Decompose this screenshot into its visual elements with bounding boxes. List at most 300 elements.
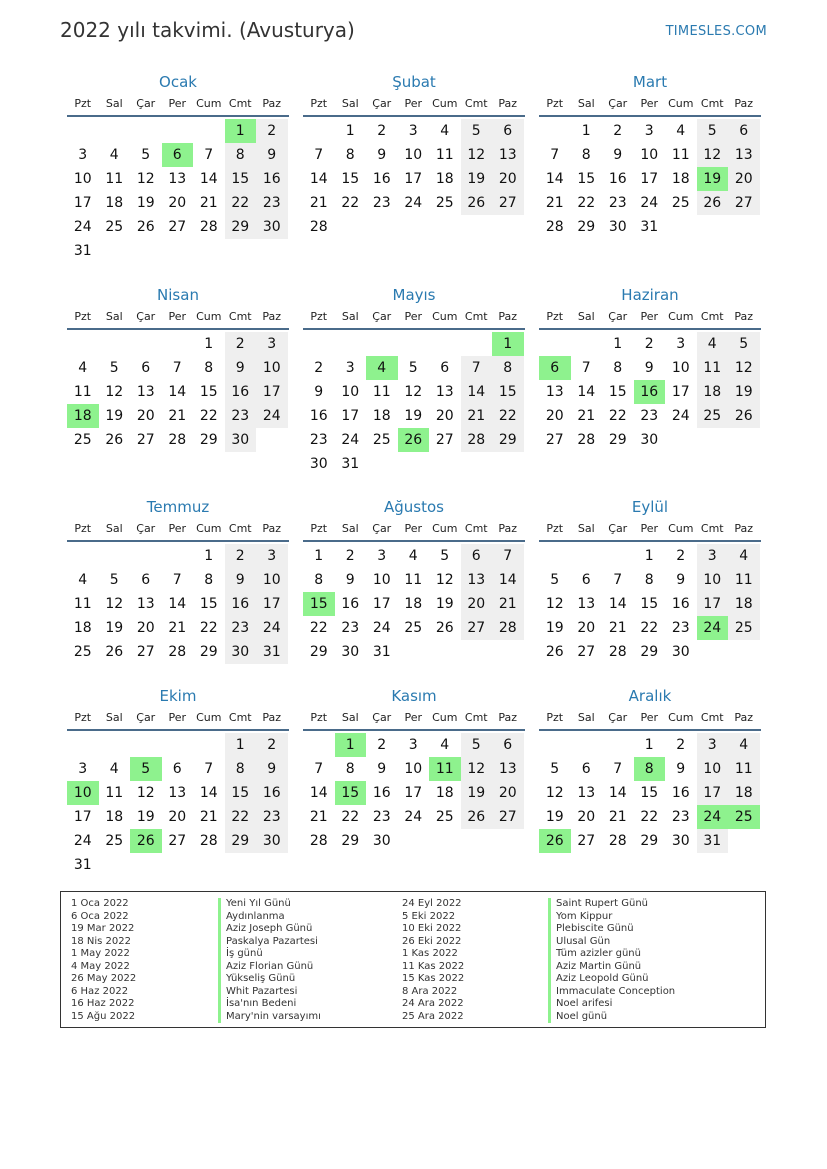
month-9 <box>539 497 761 664</box>
holiday-day-cell: 5 <box>130 757 162 781</box>
holiday-day-cell: 8 <box>634 757 666 781</box>
week-row <box>67 191 289 215</box>
weekend-day-cell: 6 <box>461 544 493 568</box>
legend-date: 1 Kas 2022 <box>402 948 458 959</box>
week-row <box>67 592 289 616</box>
weekday-label: Cmt <box>464 522 488 535</box>
day-cell: 18 <box>404 596 423 612</box>
holiday-legend <box>60 891 766 1028</box>
month-name: Ağustos <box>384 498 444 516</box>
weekday-header <box>303 709 525 726</box>
legend-date: 8 Ara 2022 <box>402 985 458 997</box>
weekday-label: Per <box>168 711 187 724</box>
day-cell: 3 <box>408 737 418 753</box>
holiday-day-cell: 18 <box>67 404 99 428</box>
day-cell: 23 <box>671 620 690 636</box>
weekend-day-cell: 9 <box>225 568 257 592</box>
holiday-day-cell: 11 <box>429 757 461 781</box>
day-cell: 26 <box>545 644 564 660</box>
weekend-day-cell: 10 <box>256 568 288 592</box>
week-row <box>67 356 289 380</box>
day-cell: 8 <box>204 360 214 376</box>
weekday-header <box>303 308 525 325</box>
weekday-label: Per <box>640 711 659 724</box>
day-cell: 1 <box>204 548 214 564</box>
weekday-header <box>539 520 761 537</box>
legend-date: 16 Haz 2022 <box>71 998 135 1009</box>
weekend-day-cell: 18 <box>728 781 760 805</box>
empty-cell <box>130 119 162 143</box>
weekday-label: Cum <box>196 310 222 323</box>
day-cell: 23 <box>671 809 690 825</box>
day-cell: 14 <box>199 171 218 187</box>
day-cell: 27 <box>435 432 454 448</box>
holiday-day-cell: 26 <box>539 829 571 853</box>
weekend-day-cell: 13 <box>728 143 760 167</box>
legend-dates-column-2 <box>402 898 464 1023</box>
week-row <box>67 215 289 239</box>
day-cell: 20 <box>545 408 564 424</box>
day-cell: 24 <box>404 195 423 211</box>
day-cell: 22 <box>577 195 596 211</box>
legend-date: 1 Oca 2022 <box>71 898 129 909</box>
day-cell: 29 <box>608 432 627 448</box>
weekend-day-cell: 20 <box>492 167 524 191</box>
day-cell: 7 <box>314 761 324 777</box>
day-cell: 25 <box>105 833 124 849</box>
weekend-day-cell: 12 <box>461 757 493 781</box>
week-row <box>303 380 525 404</box>
legend-holiday-name: Ulusal Gün <box>548 936 675 949</box>
legend-date: 1 May 2022 <box>71 948 130 959</box>
day-cell: 8 <box>345 761 355 777</box>
legend-holiday-name: Yeni Yıl Günü <box>218 898 321 911</box>
empty-cell <box>366 332 398 356</box>
weekend-day-cell: 26 <box>728 404 760 428</box>
day-cell: 19 <box>435 596 454 612</box>
empty-cell <box>398 215 430 239</box>
weekday-label: Pzt <box>310 310 328 323</box>
week-row <box>539 119 761 143</box>
week-row <box>303 119 525 143</box>
day-cell: 8 <box>314 572 324 588</box>
legend-holiday-name: Aydınlanma <box>218 911 321 924</box>
legend-holiday-name: Saint Rupert Günü <box>548 898 675 911</box>
day-cell: 5 <box>440 548 450 564</box>
day-cell: 13 <box>545 384 564 400</box>
empty-cell <box>256 239 288 263</box>
day-cell: 20 <box>136 408 155 424</box>
week-row <box>539 167 761 191</box>
day-cell: 22 <box>309 620 328 636</box>
day-cell: 28 <box>309 219 328 235</box>
day-cell: 8 <box>581 147 591 163</box>
day-cell: 18 <box>671 171 690 187</box>
day-cell: 3 <box>644 123 654 139</box>
weekend-day-cell: 3 <box>256 544 288 568</box>
empty-cell <box>461 452 493 476</box>
empty-cell <box>303 119 335 143</box>
day-cell: 5 <box>550 572 560 588</box>
day-cell: 17 <box>640 171 659 187</box>
day-cell: 25 <box>73 432 92 448</box>
header-divider <box>67 729 289 731</box>
holiday-day-cell: 1 <box>492 332 524 356</box>
day-cell: 28 <box>168 644 187 660</box>
weekday-label: Sal <box>341 522 359 535</box>
weekday-label: Per <box>404 97 423 110</box>
day-cell: 10 <box>341 384 360 400</box>
day-cell: 4 <box>78 572 88 588</box>
week-row <box>539 143 761 167</box>
day-cell: 6 <box>172 761 182 777</box>
weekday-label: Cmt <box>464 97 488 110</box>
day-cell: 17 <box>73 195 92 211</box>
weekend-day-cell: 25 <box>697 404 729 428</box>
empty-cell <box>429 332 461 356</box>
empty-cell <box>697 215 729 239</box>
day-cell: 21 <box>199 195 218 211</box>
holiday-day-cell: 15 <box>335 781 367 805</box>
header-divider <box>539 729 761 731</box>
day-cell: 19 <box>136 809 155 825</box>
weekend-day-cell: 24 <box>256 616 288 640</box>
day-cell: 28 <box>199 219 218 235</box>
weekend-day-cell: 13 <box>492 757 524 781</box>
weekend-day-cell: 16 <box>256 167 288 191</box>
day-cell: 5 <box>408 360 418 376</box>
day-cell: 21 <box>309 195 328 211</box>
weekend-day-cell: 15 <box>225 167 257 191</box>
weekday-label: Per <box>168 522 187 535</box>
day-cell: 13 <box>577 785 596 801</box>
weekend-day-cell: 8 <box>225 143 257 167</box>
weekend-day-cell: 25 <box>728 616 760 640</box>
week-row <box>539 640 761 664</box>
weekday-label: Pzt <box>310 522 328 535</box>
empty-cell <box>429 215 461 239</box>
week-row <box>539 380 761 404</box>
weekend-day-cell: 14 <box>492 568 524 592</box>
week-row <box>303 452 525 476</box>
day-cell: 30 <box>309 456 328 472</box>
weekend-day-cell: 27 <box>461 616 493 640</box>
week-row <box>303 191 525 215</box>
weekend-day-cell: 23 <box>256 191 288 215</box>
month-3 <box>539 72 761 239</box>
day-cell: 18 <box>435 171 454 187</box>
holiday-day-cell: 15 <box>303 592 335 616</box>
weekend-day-cell: 30 <box>256 829 288 853</box>
weekday-header <box>67 95 289 112</box>
weekday-label: Çar <box>372 97 392 110</box>
day-cell: 15 <box>577 171 596 187</box>
week-row <box>539 757 761 781</box>
legend-date: 11 Kas 2022 <box>402 960 465 972</box>
day-cell: 29 <box>341 833 360 849</box>
weekday-label: Cum <box>668 310 694 323</box>
week-row <box>67 757 289 781</box>
empty-cell <box>335 332 367 356</box>
day-cell: 17 <box>372 596 391 612</box>
day-cell: 15 <box>199 384 218 400</box>
weekday-label: Per <box>404 711 423 724</box>
day-cell: 30 <box>341 644 360 660</box>
weekday-label: Pzt <box>546 310 564 323</box>
day-cell: 2 <box>377 123 387 139</box>
weekend-day-cell: 31 <box>697 829 729 853</box>
weekend-day-cell: 12 <box>461 143 493 167</box>
weekend-day-cell: 10 <box>697 568 729 592</box>
weekday-label: Çar <box>136 711 156 724</box>
weekend-day-cell: 9 <box>256 757 288 781</box>
week-row <box>539 805 761 829</box>
weekday-label: Cum <box>196 97 222 110</box>
day-cell: 19 <box>545 809 564 825</box>
header-divider <box>539 115 761 117</box>
day-cell: 15 <box>608 384 627 400</box>
day-cell: 24 <box>73 833 92 849</box>
weekday-label: Paz <box>734 711 754 724</box>
week-row <box>539 215 761 239</box>
day-cell: 9 <box>644 360 654 376</box>
weekend-day-cell: 9 <box>256 143 288 167</box>
weekday-header <box>67 308 289 325</box>
weekend-day-cell: 16 <box>225 380 257 404</box>
day-cell: 17 <box>73 809 92 825</box>
empty-cell <box>461 332 493 356</box>
legend-date: 26 Eki 2022 <box>402 935 462 947</box>
empty-cell <box>728 640 760 664</box>
header-divider <box>303 115 525 117</box>
empty-cell <box>67 544 99 568</box>
legend-holiday-name: İş günü <box>218 948 321 961</box>
weekend-day-cell: 26 <box>461 191 493 215</box>
day-cell: 25 <box>435 809 454 825</box>
weekend-day-cell: 26 <box>697 191 729 215</box>
holiday-day-cell: 26 <box>398 428 430 452</box>
weekday-label: Sal <box>341 711 359 724</box>
day-cell: 22 <box>640 620 659 636</box>
day-cell: 3 <box>377 548 387 564</box>
legend-holiday-name: Noel arifesi <box>548 998 675 1011</box>
weekend-day-cell: 29 <box>225 829 257 853</box>
empty-cell <box>193 119 225 143</box>
empty-cell <box>461 829 493 853</box>
weekday-header <box>303 95 525 112</box>
weekday-label: Çar <box>136 522 156 535</box>
day-cell: 5 <box>109 572 119 588</box>
day-cell: 11 <box>73 384 92 400</box>
day-cell: 10 <box>73 171 92 187</box>
weekend-day-cell: 9 <box>225 356 257 380</box>
weekday-header <box>539 709 761 726</box>
weekday-label: Çar <box>608 522 628 535</box>
empty-cell <box>67 733 99 757</box>
empty-cell <box>162 544 194 568</box>
day-cell: 10 <box>671 360 690 376</box>
day-cell: 21 <box>577 408 596 424</box>
weekday-label: Cmt <box>700 711 724 724</box>
day-cell: 7 <box>613 761 623 777</box>
weekend-day-cell: 19 <box>728 380 760 404</box>
day-cell: 13 <box>168 785 187 801</box>
day-cell: 20 <box>577 620 596 636</box>
weekend-day-cell: 4 <box>728 544 760 568</box>
day-cell: 2 <box>644 336 654 352</box>
legend-holiday-name: Noel günü <box>548 1011 675 1024</box>
day-cell: 7 <box>204 147 214 163</box>
week-row <box>303 544 525 568</box>
day-cell: 16 <box>671 596 690 612</box>
day-cell: 3 <box>408 123 418 139</box>
day-cell: 31 <box>640 219 659 235</box>
day-cell: 29 <box>199 432 218 448</box>
empty-cell <box>461 640 493 664</box>
empty-cell <box>429 640 461 664</box>
weekend-day-cell: 16 <box>256 781 288 805</box>
day-cell: 14 <box>199 785 218 801</box>
week-row <box>539 428 761 452</box>
week-row <box>67 380 289 404</box>
empty-cell <box>193 853 225 877</box>
day-cell: 29 <box>309 644 328 660</box>
weekend-day-cell: 1 <box>225 733 257 757</box>
day-cell: 6 <box>440 360 450 376</box>
header-divider <box>303 328 525 330</box>
day-cell: 13 <box>136 384 155 400</box>
header-divider <box>67 540 289 542</box>
weekend-day-cell: 10 <box>697 757 729 781</box>
empty-cell <box>67 332 99 356</box>
weekend-day-cell: 12 <box>697 143 729 167</box>
weekday-label: Per <box>168 97 187 110</box>
day-cell: 15 <box>341 171 360 187</box>
day-cell: 24 <box>640 195 659 211</box>
legend-date: 5 Eki 2022 <box>402 910 456 922</box>
day-cell: 16 <box>671 785 690 801</box>
day-cell: 24 <box>372 620 391 636</box>
empty-cell <box>429 829 461 853</box>
weekday-header <box>539 95 761 112</box>
month-name: Aralık <box>628 687 672 705</box>
day-cell: 8 <box>644 572 654 588</box>
empty-cell <box>162 119 194 143</box>
holiday-day-cell: 10 <box>67 781 99 805</box>
weekday-header <box>303 520 525 537</box>
weekend-day-cell: 11 <box>728 757 760 781</box>
holiday-day-cell: 16 <box>634 380 666 404</box>
week-row <box>67 239 289 263</box>
legend-date: 15 Kas 2022 <box>402 973 465 984</box>
week-row <box>67 616 289 640</box>
empty-cell <box>99 733 131 757</box>
day-cell: 17 <box>341 408 360 424</box>
day-cell: 29 <box>640 644 659 660</box>
week-row <box>303 428 525 452</box>
day-cell: 20 <box>136 620 155 636</box>
weekend-day-cell: 2 <box>256 733 288 757</box>
weekend-day-cell: 2 <box>256 119 288 143</box>
day-cell: 31 <box>341 456 360 472</box>
empty-cell <box>492 215 524 239</box>
day-cell: 11 <box>105 171 124 187</box>
day-cell: 7 <box>172 360 182 376</box>
weekday-label: Paz <box>498 97 518 110</box>
day-cell: 28 <box>545 219 564 235</box>
month-11 <box>303 686 525 853</box>
week-row <box>67 733 289 757</box>
weekday-label: Sal <box>105 711 123 724</box>
empty-cell <box>67 119 99 143</box>
empty-cell <box>225 239 257 263</box>
header-divider <box>539 540 761 542</box>
day-cell: 13 <box>577 596 596 612</box>
day-cell: 27 <box>136 644 155 660</box>
empty-cell <box>99 239 131 263</box>
week-row <box>67 544 289 568</box>
weekend-day-cell: 24 <box>256 404 288 428</box>
day-cell: 28 <box>199 833 218 849</box>
day-cell: 25 <box>372 432 391 448</box>
holiday-day-cell: 6 <box>539 356 571 380</box>
week-row <box>67 853 289 877</box>
day-cell: 11 <box>73 596 92 612</box>
legend-names-column-2 <box>548 898 675 1023</box>
weekend-day-cell: 30 <box>225 428 257 452</box>
weekday-label: Cmt <box>700 97 724 110</box>
week-row <box>67 829 289 853</box>
day-cell: 23 <box>372 195 391 211</box>
day-cell: 25 <box>671 195 690 211</box>
day-cell: 19 <box>404 408 423 424</box>
brand-link[interactable]: TIMESLES.COM <box>665 24 767 39</box>
day-cell: 4 <box>109 761 119 777</box>
week-row <box>303 733 525 757</box>
weekday-label: Cum <box>432 522 458 535</box>
day-cell: 28 <box>577 432 596 448</box>
legend-holiday-name: Immaculate Conception <box>548 986 675 999</box>
day-cell: 12 <box>404 384 423 400</box>
day-cell: 28 <box>608 833 627 849</box>
weekend-day-cell: 14 <box>461 380 493 404</box>
weekend-day-cell: 23 <box>225 404 257 428</box>
day-cell: 3 <box>676 336 686 352</box>
day-cell: 15 <box>640 596 659 612</box>
day-cell: 27 <box>577 644 596 660</box>
month-10 <box>67 686 289 877</box>
empty-cell <box>256 853 288 877</box>
holiday-day-cell: 6 <box>162 143 194 167</box>
weekday-label: Per <box>404 310 423 323</box>
weekday-label: Paz <box>498 522 518 535</box>
weekday-label: Çar <box>372 310 392 323</box>
day-cell: 16 <box>309 408 328 424</box>
weekday-label: Sal <box>577 522 595 535</box>
weekday-label: Cum <box>432 97 458 110</box>
empty-cell <box>193 733 225 757</box>
month-name: Mart <box>632 73 668 91</box>
week-row <box>67 119 289 143</box>
weekend-day-cell: 20 <box>492 781 524 805</box>
day-cell: 28 <box>309 833 328 849</box>
legend-date: 18 Nis 2022 <box>71 935 131 947</box>
day-cell: 4 <box>408 548 418 564</box>
weekday-label: Çar <box>608 97 628 110</box>
legend-date: 25 Ara 2022 <box>402 1010 464 1022</box>
day-cell: 18 <box>372 408 391 424</box>
week-row <box>67 781 289 805</box>
